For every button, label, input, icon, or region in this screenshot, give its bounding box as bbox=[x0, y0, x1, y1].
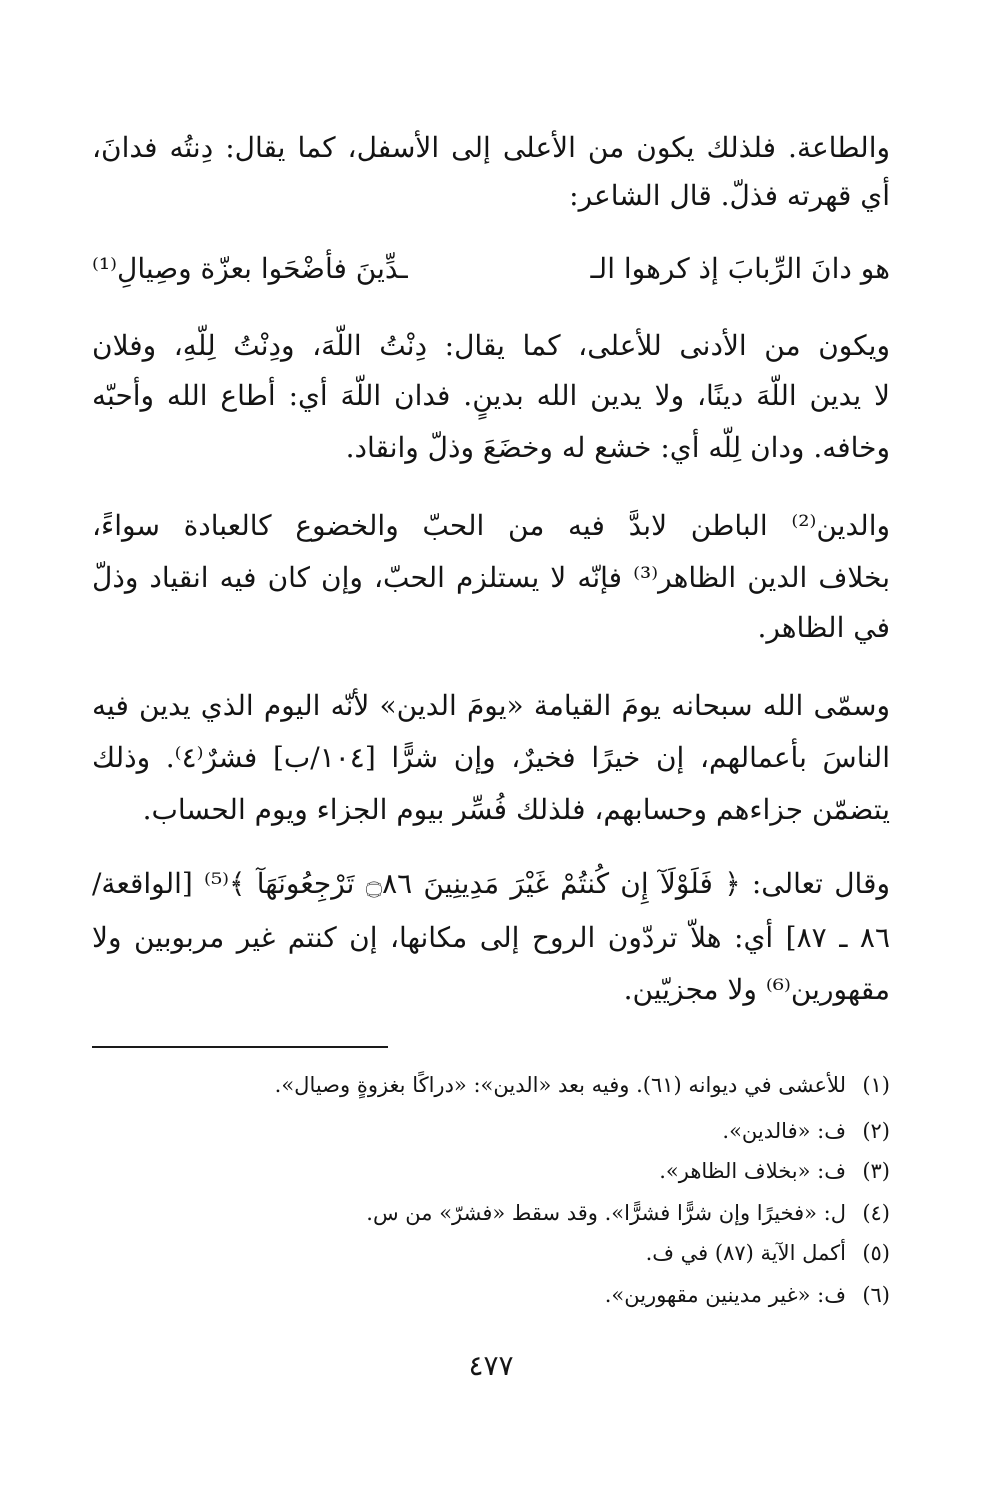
text-line: في الظاهر. bbox=[757, 611, 890, 644]
footnote-text: ف: «غير مدينين مقهورين». bbox=[604, 1283, 846, 1307]
footnote-number: (٦) bbox=[862, 1283, 890, 1307]
text-line: والطاعة. فلذلك يكون من الأعلى إلى الأسفل، كما يقال: دِنتُه فدانَ، bbox=[92, 131, 890, 164]
text-line: مقهورين⁽⁶⁾ ولا مجزيّين. bbox=[623, 973, 890, 1006]
text-line: وخافه. ودان لِلّه أي: خشع له وخضَعَ وذلّ وانقاد. bbox=[345, 431, 890, 464]
footnote bbox=[92, 1116, 890, 1146]
text-line: الناسَ بأعمالهم، إن خيرًا فخيرٌ، وإن شرًّا [١٠٤/ب] فشرٌ⁽٤⁾. وذلك bbox=[92, 741, 890, 774]
text-line: لا يدين اللّهَ دينًا، ولا يدين الله بدينٍ. فدان اللّهَ أي: أطاع الله وأحبّه bbox=[92, 379, 890, 412]
text-line: ويكون من الأدنى للأعلى، كما يقال: دِنْتُ اللّهَ، ودِنْتُ لِلّهِ، وفلان bbox=[92, 329, 890, 362]
footnote-text: ف: «بخلاف الظاهر». bbox=[659, 1159, 846, 1183]
footnote-number: (٢) bbox=[862, 1119, 890, 1143]
footnote-number: (١) bbox=[862, 1073, 890, 1097]
footnote bbox=[92, 1280, 890, 1310]
verse-first-hemistich: هو دانَ الرِّبابَ إذ كرهوا الـ bbox=[590, 252, 890, 285]
footnote-separator bbox=[92, 1046, 388, 1048]
footnote bbox=[92, 1238, 890, 1268]
text-line: والدين⁽²⁾ الباطن لابدَّ فيه من الحبّ والخضوع كالعبادة سواءً، bbox=[92, 509, 890, 542]
text-line: بخلاف الدين الظاهر⁽³⁾ فإنّه لا يستلزم الحبّ، وإن كان فيه انقياد وذلّ bbox=[92, 561, 891, 594]
text-line: وسمّى الله سبحانه يومَ القيامة «يومَ الدين» لأنّه اليوم الذي يدين فيه bbox=[92, 689, 890, 722]
footnote-number: (٤) bbox=[862, 1201, 890, 1225]
footnote-number: (٥) bbox=[862, 1241, 890, 1265]
footnote-number: (٣) bbox=[862, 1159, 890, 1183]
footnote-text: ف: «فالدين». bbox=[722, 1119, 846, 1143]
verse-second-hemistich: ـدِّينَ فأضْحَوا بعزّة وصِيالِ⁽¹⁾ bbox=[92, 252, 408, 285]
footnote-text: للأعشى في ديوانه (٦١). وفيه بعد «الدين»: «دراكًا بغزوةٍ وصيال». bbox=[274, 1073, 846, 1097]
footnote bbox=[92, 1198, 890, 1228]
text-line: يتضمّن جزاءهم وحسابهم، فلذلك فُسِّر بيوم الجزاء ويوم الحساب. bbox=[142, 793, 890, 826]
footnote bbox=[92, 1156, 890, 1186]
page-number: ٤٧٧ bbox=[468, 1349, 514, 1382]
poetry-verse bbox=[92, 248, 890, 290]
text-line: وقال تعالى: ﴿ فَلَوْلَآ إِن كُنتُمْ غَيْرَ مَدِينِينَ ۝٨٦ تَرْجِعُونَهَآ ﴾⁽⁵⁾ [الواقعة/ bbox=[92, 867, 890, 900]
text-line: ٨٦ ـ ٨٧] أي: هلاّ تردّون الروح إلى مكانها، إن كنتم غير مربوبين ولا bbox=[92, 921, 890, 954]
footnote bbox=[92, 1070, 890, 1100]
footnote-text: ل: «فخيرًا وإن شرًّا فشرًّا». وقد سقط «فشرّ» من س. bbox=[366, 1201, 846, 1225]
text-line: أي قهرته فذلّ. قال الشاعر: bbox=[569, 179, 890, 212]
footnote-text: أكمل الآية (٨٧) في ف. bbox=[645, 1241, 846, 1265]
